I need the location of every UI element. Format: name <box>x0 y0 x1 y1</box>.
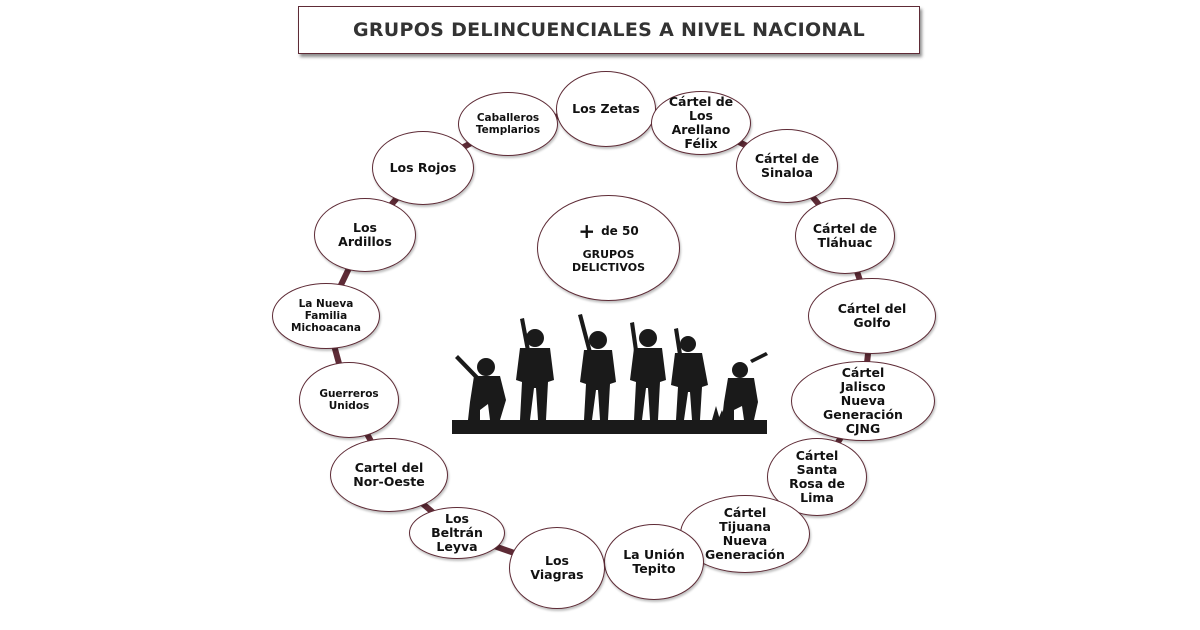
group-node <box>372 131 474 205</box>
group-node <box>808 278 936 354</box>
plus-icon: + <box>578 219 596 243</box>
group-node <box>272 283 380 349</box>
center-node <box>537 195 680 301</box>
group-label: Los Beltrán Leyva <box>431 511 483 554</box>
group-label: Los Rojos <box>389 160 457 175</box>
group-node <box>409 507 505 559</box>
group-label: Cártel Jalisco Nueva Generación CJNG <box>823 365 903 436</box>
title-box <box>298 6 920 54</box>
group-label: Cártel del Golfo <box>837 301 907 330</box>
group-label: Cártel Tijuana Nueva Generación <box>705 505 785 562</box>
group-label: Cártel de Los Arellano Félix <box>668 94 734 151</box>
group-node <box>604 524 704 600</box>
group-label: Cartel del Nor-Oeste <box>353 460 425 489</box>
group-label: Guerreros Unidos <box>319 388 379 412</box>
group-node <box>314 198 416 272</box>
group-label: Los Zetas <box>572 101 640 116</box>
group-node <box>299 362 399 438</box>
group-node <box>795 198 895 274</box>
group-node <box>458 92 558 156</box>
page-title: GRUPOS DELINCUENCIALES A NIVEL NACIONAL <box>352 19 866 41</box>
group-label: Cártel de Tláhuac <box>812 221 878 250</box>
group-node <box>791 361 935 441</box>
group-node <box>556 71 656 147</box>
center-count: de 50 <box>601 224 639 238</box>
group-label: Cártel de Sinaloa <box>754 151 820 180</box>
center-top <box>578 219 639 243</box>
group-node <box>651 91 751 155</box>
group-label: La Unión Tepito <box>623 547 685 576</box>
group-label: Los Viagras <box>530 553 584 582</box>
group-node <box>509 527 605 609</box>
center-label: GRUPOS DELICTIVOS <box>571 248 645 274</box>
group-label: Caballeros Templarios <box>475 112 541 136</box>
group-label: Cártel Santa Rosa de Lima <box>789 448 845 505</box>
group-node <box>736 129 838 203</box>
soldiers-silhouette-icon <box>450 310 770 435</box>
group-node <box>330 438 448 512</box>
group-label: La Nueva Familia Michoacana <box>291 298 361 334</box>
group-label: Los Ardillos <box>338 220 392 249</box>
